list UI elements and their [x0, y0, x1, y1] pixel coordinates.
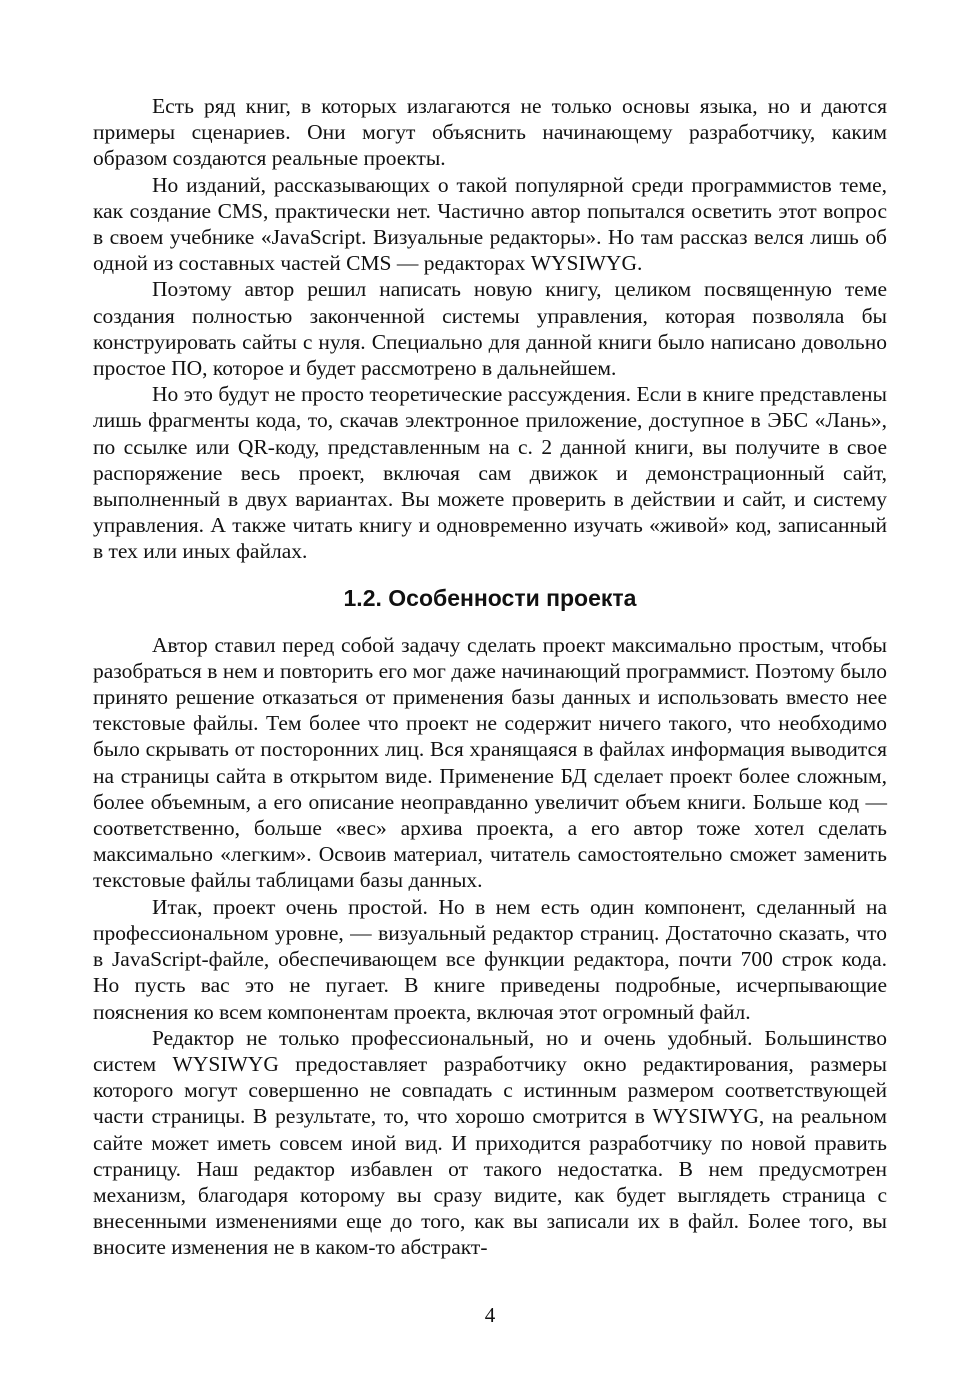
paragraph-electronic-supplement: Но это будут не просто теоретические рассуждения. Если в книге представлены лишь фрагменты кода, то, скачав электронное приложение, доступное в ЭБС «Лань», по ссылке или QR-коду, представленным на с. 2 данной книги, вы получите в свое распоряжение весь проект, включая сам движок и демонстрационный сайт, выполненный в двух вариантах. Вы можете проверить в действии и сайт, и систему управления. А также читать книгу и одновременно изучать «живой» код, записанный в тех или иных файлах.	[93, 382, 887, 564]
section-heading: 1.2. Особенности проекта	[343, 584, 637, 611]
paragraph-books-overview: Есть ряд книг, в которых излагаются не только основы языка, но и даются примеры сценариев. Они могут объяснить начинающему разработчику, каким образом создаются реальные проекты.	[93, 94, 887, 171]
paragraph-new-book: Поэтому автор решил написать новую книгу, целиком посвященную теме создания полностью законченной системы управления, которая позволяла бы конструировать сайты с нуля. Специально для данной книги было написано довольно простое ПО, которое и будет рассмотрено в дальнейшем.	[93, 277, 887, 381]
paragraph-visual-editor: Итак, проект очень простой. Но в нем есть один компонент, сделанный на профессиональном уровне, — визуальный редактор страниц. Достаточно сказать, что в JavaScript-файле, обеспечивающем все функции редактора, почти 700 строк кода. Но пусть вас это не пугает. В книге приведены подробные, исчерпывающие пояснения ко всем компонентам проекта, включая этот огромный файл.	[93, 894, 887, 1024]
page-number: 4	[484, 1303, 496, 1327]
page-content	[93, 93, 887, 1261]
paragraph-project-simplicity: Автор ставил перед собой задачу сделать проект максимально простым, чтобы разобраться в нем и повторить его мог даже начинающий программист. Поэтому было принято решение отказаться от применения базы данных и использовать вместо нее текстовые файлы. Тем более что проект не содержит ничего такого, что необходимо было скрывать от посторонних лиц. Вся хранящаяся в файлах информация выводится на страницы сайта в открытом виде. Применение БД сделает проект более сложным, более объемным, а его описание неоправданно увеличит объем книги. Больше код — соответственно, больше «вес» архива проекта, а его автор тоже хотел сделать максимально «легким». Освоив материал, читатель самостоятельно сможет заменить текстовые файлы таблицами базы данных.	[93, 632, 887, 893]
paragraph-cms-publications: Но изданий, рассказывающих о такой популярной среди программистов теме, как создание CMS, практически нет. Частично автор попытался осветить этот вопрос в своем учебнике «JavaScript. Визуальные редакторы». Но там рассказ велся лишь об одной из составных частей CMS — редакторах WYSIWYG.	[93, 172, 887, 276]
paragraph-editor-convenience: Редактор не только профессиональный, но и очень удобный. Большинство систем WYSIWYG предоставляет разработчику окно редактирования, размеры которого могут совершенно не совпадать с истинным размером соответствующей части страницы. В результате, то, что хорошо смотрится в WYSIWYG, на реальном сайте может иметь совсем иной вид. И приходится разработчику по новой править страницу. Наш редактор избавлен от такого недостатка. В нем предусмотрен механизм, благодаря которому вы сразу видите, как будет выглядеть страница с внесенными изменениями еще до того, как вы записали их в файл. Более того, вы вносите изменения не в каком-то абстракт-	[93, 1025, 887, 1260]
